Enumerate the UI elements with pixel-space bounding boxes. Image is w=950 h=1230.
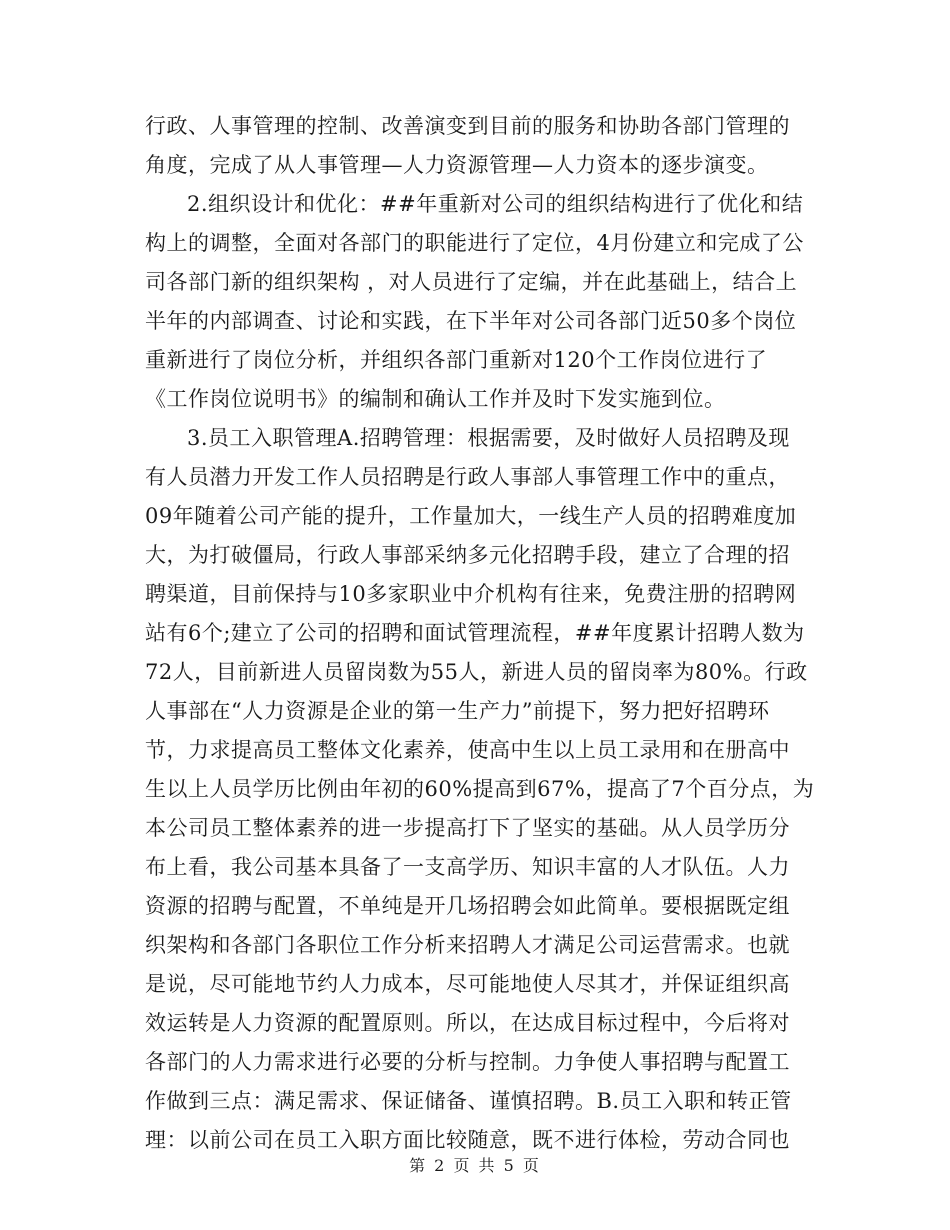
text-line: 重新进行了岗位分析，并组织各部门重新对120个工作岗位进行了 — [145, 348, 768, 372]
text-line: 72人，目前新进人员留岗数为55人，新进人员的留岗率为80%。行政 — [145, 660, 808, 684]
text-line: 构上的调整，全面对各部门的职能进行了定位，4月份建立和完成了公 — [145, 231, 804, 255]
text-line: 站有6个;建立了公司的招聘和面试管理流程，##年度累计招聘人数为 — [145, 621, 805, 645]
text-line: 各部门的人力需求进行必要的分析与控制。力争使人事招聘与配置工 — [145, 1050, 790, 1074]
text-line: 是说，尽可能地节约人力成本，尽可能地使人尽其才，并保证组织高 — [145, 972, 790, 996]
page-number-footer: 第 2 页 共 5 页 — [409, 1156, 541, 1175]
text-line: 角度，完成了从人事管理—人力资源管理—人力资本的逐步演变。 — [145, 153, 769, 177]
text-line: 织架构和各部门各职位工作分析来招聘人才满足公司运营需求。也就 — [145, 933, 790, 957]
text-line: 节，力求提高员工整体文化素养，使高中生以上员工录用和在册高中 — [145, 738, 790, 762]
text-line: 09年随着公司产能的提升，工作量加大，一线生产人员的招聘难度加 — [145, 504, 797, 528]
text-line: 效运转是人力资源的配置原则。所以，在达成目标过程中，今后将对 — [145, 1011, 790, 1035]
text-line: 本公司员工整体素养的进一步提高打下了坚实的基础。从人员学历分 — [145, 816, 790, 840]
text-line: 行政、人事管理的控制、改善演变到目前的服务和协助各部门管理的 — [145, 114, 790, 138]
text-line: 生以上人员学历比例由年初的60%提高到67%，提高了7个百分点，为 — [145, 777, 815, 801]
text-line: 布上看，我公司基本具备了一支高学历、知识丰富的人才队伍。人力 — [145, 855, 790, 879]
text-line: 资源的招聘与配置，不单纯是开几场招聘会如此简单。要根据既定组 — [145, 894, 790, 918]
text-line: 2.组织设计和优化：##年重新对公司的组织结构进行了优化和结 — [187, 192, 804, 216]
text-line: 大，为打破僵局，行政人事部采纳多元化招聘手段，建立了合理的招 — [145, 543, 790, 567]
text-line: 人事部在“人力资源是企业的第一生产力”前提下，努力把好招聘环 — [145, 699, 770, 723]
text-line: 聘渠道，目前保持与10多家职业中介机构有往来，免费注册的招聘网 — [145, 582, 797, 606]
text-line: 有人员潜力开发工作人员招聘是行政人事部人事管理工作中的重点， — [145, 465, 790, 489]
text-line: 理：以前公司在员工入职方面比较随意，既不进行体检，劳动合同也 — [145, 1128, 790, 1152]
body-text — [145, 107, 815, 1160]
text-line: 3.员工入职管理A.招聘管理：根据需要，及时做好人员招聘及现 — [187, 426, 790, 450]
text-line: 作做到三点：满足需求、保证储备、谨慎招聘。B.员工入职和转正管 — [145, 1089, 792, 1113]
text-line: 《工作岗位说明书》的编制和确认工作并及时下发实施到位。 — [145, 387, 726, 411]
text-line: 司各部门新的组织架构 ，对人员进行了定编，并在此基础上，结合上 — [145, 270, 798, 294]
text-line: 半年的内部调查、讨论和实践，在下半年对公司各部门近50多个岗位 — [145, 309, 797, 333]
